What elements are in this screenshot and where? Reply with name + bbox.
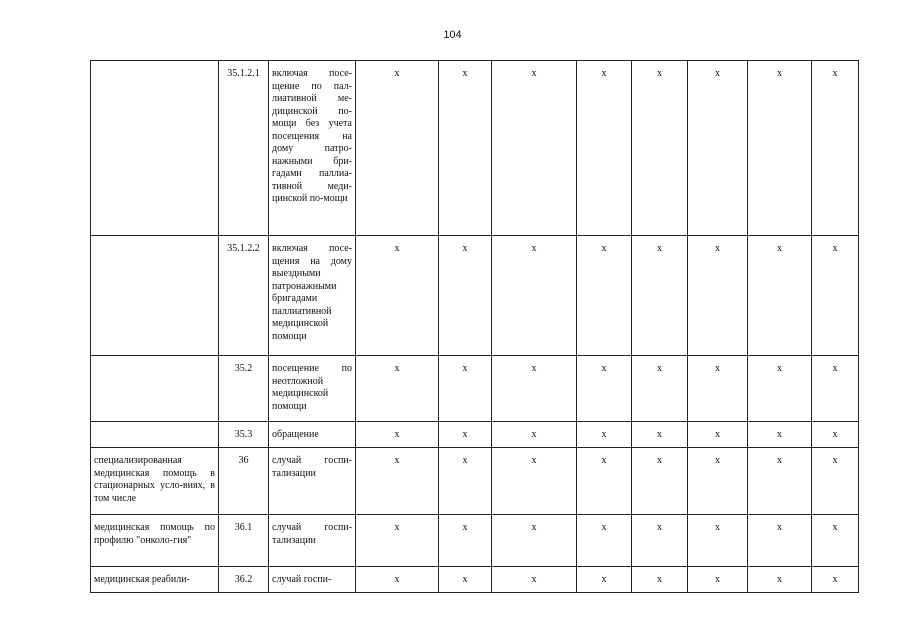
table-row xyxy=(91,515,859,567)
row-unit-cell: включая посе-щения на дому выездными патронажными бригадами паллиативной медицинской помощи xyxy=(269,236,356,356)
value-cell: х xyxy=(688,61,748,236)
data-table xyxy=(90,60,859,593)
value-cell: х xyxy=(356,61,439,236)
row-code-cell: 36 xyxy=(219,448,269,515)
row-code-cell: 36.2 xyxy=(219,567,269,593)
table-row xyxy=(91,236,859,356)
value-cell: х xyxy=(688,236,748,356)
value-cell: х xyxy=(812,515,859,567)
value-cell: х xyxy=(492,567,577,593)
value-cell: х xyxy=(748,61,812,236)
row-unit-cell: посещение по неотложной медицинской помощи xyxy=(269,356,356,422)
value-cell: х xyxy=(812,356,859,422)
value-cell: х xyxy=(577,236,632,356)
value-cell: х xyxy=(632,356,688,422)
value-cell: х xyxy=(632,515,688,567)
table-row xyxy=(91,356,859,422)
value-cell: х xyxy=(492,422,577,448)
row-unit-cell: случай госпи-тализации xyxy=(269,515,356,567)
value-cell: х xyxy=(812,448,859,515)
value-cell: х xyxy=(492,515,577,567)
row-unit-cell: обращение xyxy=(269,422,356,448)
value-cell: х xyxy=(577,515,632,567)
row-name-cell xyxy=(91,422,219,448)
row-name-cell: специализированная медицинская помощь в стационарных усло-виях, в том числе xyxy=(91,448,219,515)
value-cell: х xyxy=(688,356,748,422)
value-cell: х xyxy=(492,356,577,422)
row-unit-cell: случай госпи- xyxy=(269,567,356,593)
row-code-cell: 36.1 xyxy=(219,515,269,567)
row-code-cell: 35.3 xyxy=(219,422,269,448)
value-cell: х xyxy=(688,515,748,567)
value-cell: х xyxy=(577,448,632,515)
value-cell: х xyxy=(748,356,812,422)
value-cell: х xyxy=(632,567,688,593)
value-cell: х xyxy=(577,61,632,236)
value-cell: х xyxy=(632,422,688,448)
value-cell: х xyxy=(812,236,859,356)
value-cell: х xyxy=(439,61,492,236)
value-cell: х xyxy=(356,567,439,593)
value-cell: х xyxy=(356,356,439,422)
table-row xyxy=(91,61,859,236)
value-cell: х xyxy=(577,422,632,448)
row-code-cell: 35.1.2.2 xyxy=(219,236,269,356)
value-cell: х xyxy=(356,236,439,356)
value-cell: х xyxy=(492,236,577,356)
value-cell: х xyxy=(812,422,859,448)
value-cell: х xyxy=(492,61,577,236)
value-cell: х xyxy=(748,236,812,356)
value-cell: х xyxy=(356,515,439,567)
value-cell: х xyxy=(439,448,492,515)
value-cell: х xyxy=(632,61,688,236)
value-cell: х xyxy=(439,236,492,356)
value-cell: х xyxy=(356,448,439,515)
value-cell: х xyxy=(748,422,812,448)
value-cell: х xyxy=(812,567,859,593)
row-unit-cell: включая посе-щение по пал-лиативной ме-дицинской по-мощи без учета посещения на дому патро-нажными бри-гадами паллиа-тивной меди-цинской по-мощи xyxy=(269,61,356,236)
value-cell: х xyxy=(812,61,859,236)
row-unit-cell: случай госпи-тализации xyxy=(269,448,356,515)
value-cell: х xyxy=(748,567,812,593)
value-cell: х xyxy=(748,515,812,567)
value-cell: х xyxy=(688,567,748,593)
row-name-cell: медицинская реабили- xyxy=(91,567,219,593)
row-name-cell: медицинская помощь по профилю "онколо-гия" xyxy=(91,515,219,567)
value-cell: х xyxy=(439,567,492,593)
row-name-cell xyxy=(91,61,219,236)
row-code-cell: 35.1.2.1 xyxy=(219,61,269,236)
value-cell: х xyxy=(688,422,748,448)
value-cell: х xyxy=(632,448,688,515)
value-cell: х xyxy=(439,356,492,422)
value-cell: х xyxy=(748,448,812,515)
row-name-cell xyxy=(91,356,219,422)
value-cell: х xyxy=(439,515,492,567)
value-cell: х xyxy=(632,236,688,356)
table-row xyxy=(91,422,859,448)
value-cell: х xyxy=(439,422,492,448)
value-cell: х xyxy=(356,422,439,448)
row-code-cell: 35.2 xyxy=(219,356,269,422)
page-number: 104 xyxy=(443,29,462,41)
value-cell: х xyxy=(577,356,632,422)
value-cell: х xyxy=(688,448,748,515)
row-name-cell xyxy=(91,236,219,356)
value-cell: х xyxy=(492,448,577,515)
value-cell: х xyxy=(577,567,632,593)
table-row xyxy=(91,567,859,593)
table-row xyxy=(91,448,859,515)
